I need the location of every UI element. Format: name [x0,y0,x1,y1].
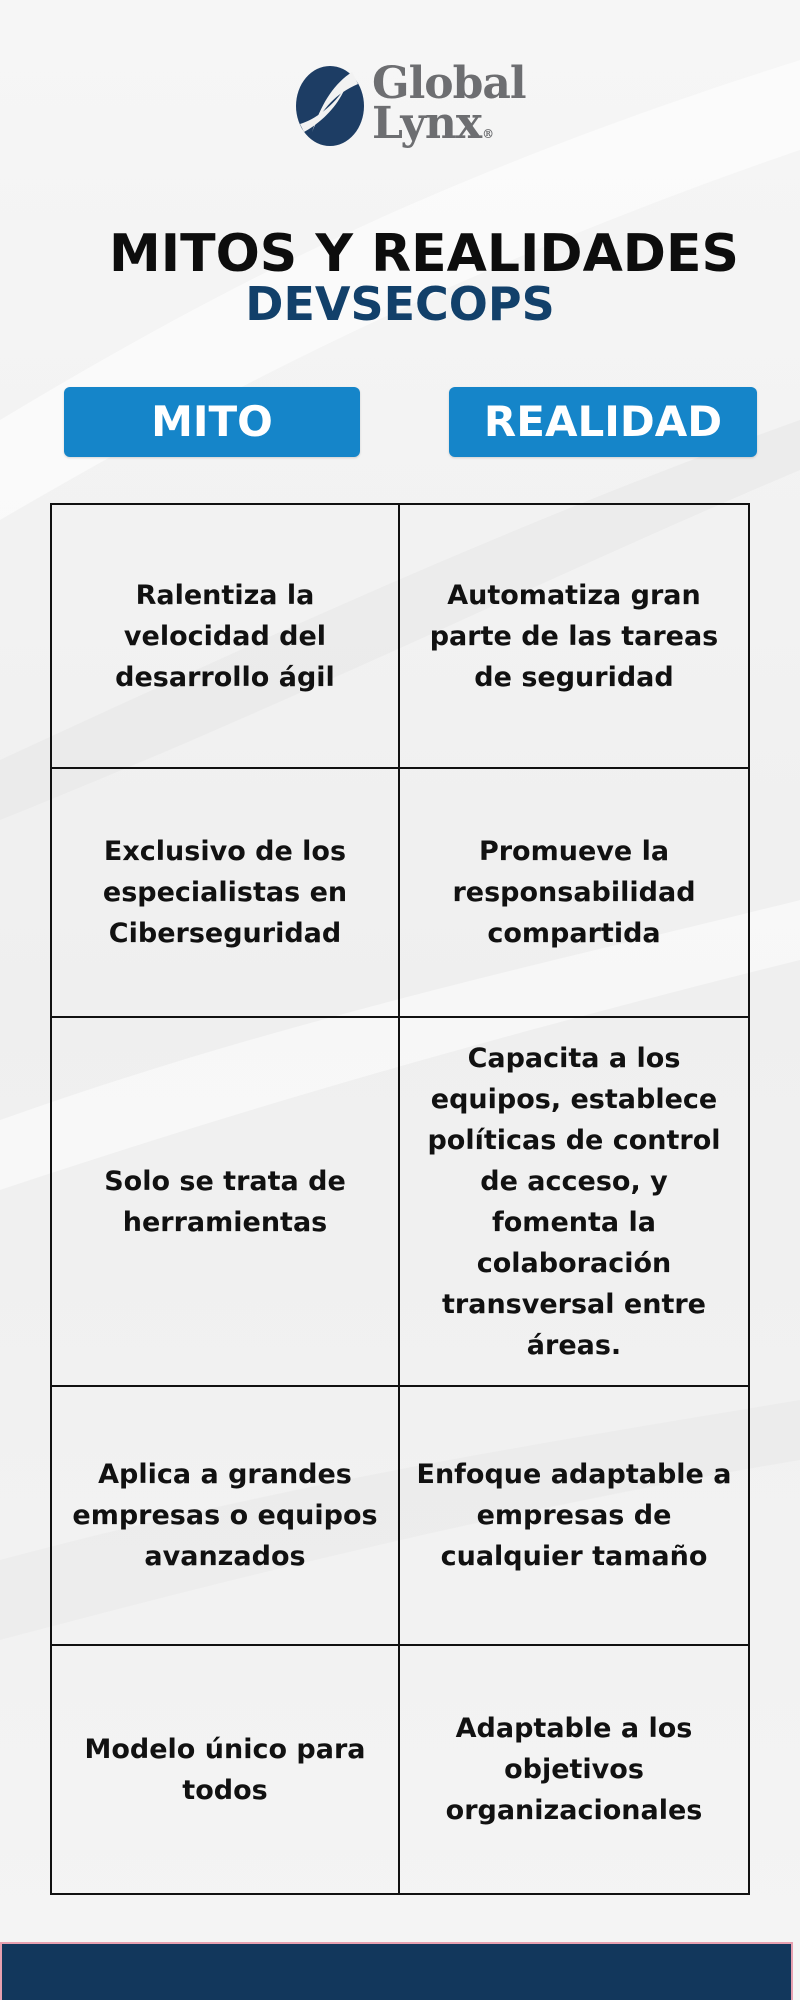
table-row [52,1385,748,1644]
reality-cell: Automatiza gran parte de las tareas de seguridad [429,579,719,693]
table-row [52,767,748,1016]
reality-cell: Enfoque adaptable a empresas de cualquier tamaño [416,1459,732,1572]
registered-mark: ® [482,127,495,141]
page-subtitle: DEVSECOPS [245,277,555,331]
lynx-swoosh-icon [294,62,370,148]
logo-word-global: Global [372,58,526,109]
myth-cell: Exclusivo de los especialistas en Ciberseguridad [52,769,400,1016]
table-row [52,505,748,767]
myth-cell: Modelo único para todos [52,1646,400,1893]
reality-cell: Promueve la responsabilidad compartida [452,836,696,949]
logo-word-lynx: Lynx [372,98,482,149]
global-lynx-logo [294,60,524,156]
footer-band [0,1942,793,2000]
reality-header-pill: REALIDAD [449,387,757,457]
myth-reality-table [50,503,750,1895]
table-row [52,1644,748,1893]
myth-cell: Ralentiza la velocidad del desarrollo ágil [52,505,400,767]
table-row [52,1016,748,1385]
myth-header-pill: MITO [64,387,360,457]
page-title: MITOS Y REALIDADES [109,224,739,284]
reality-cell: Adaptable a los objetivos organizacionales [445,1713,703,1826]
logo-wordmark [372,58,526,154]
myth-cell: Solo se trata de herramientas [52,1018,400,1385]
myth-cell: Aplica a grandes empresas o equipos avanzados [52,1387,400,1644]
reality-cell: Capacita a los equipos, establece políticas de control de acceso, y fomenta la colaboración transversal entre áreas. [427,1042,721,1361]
